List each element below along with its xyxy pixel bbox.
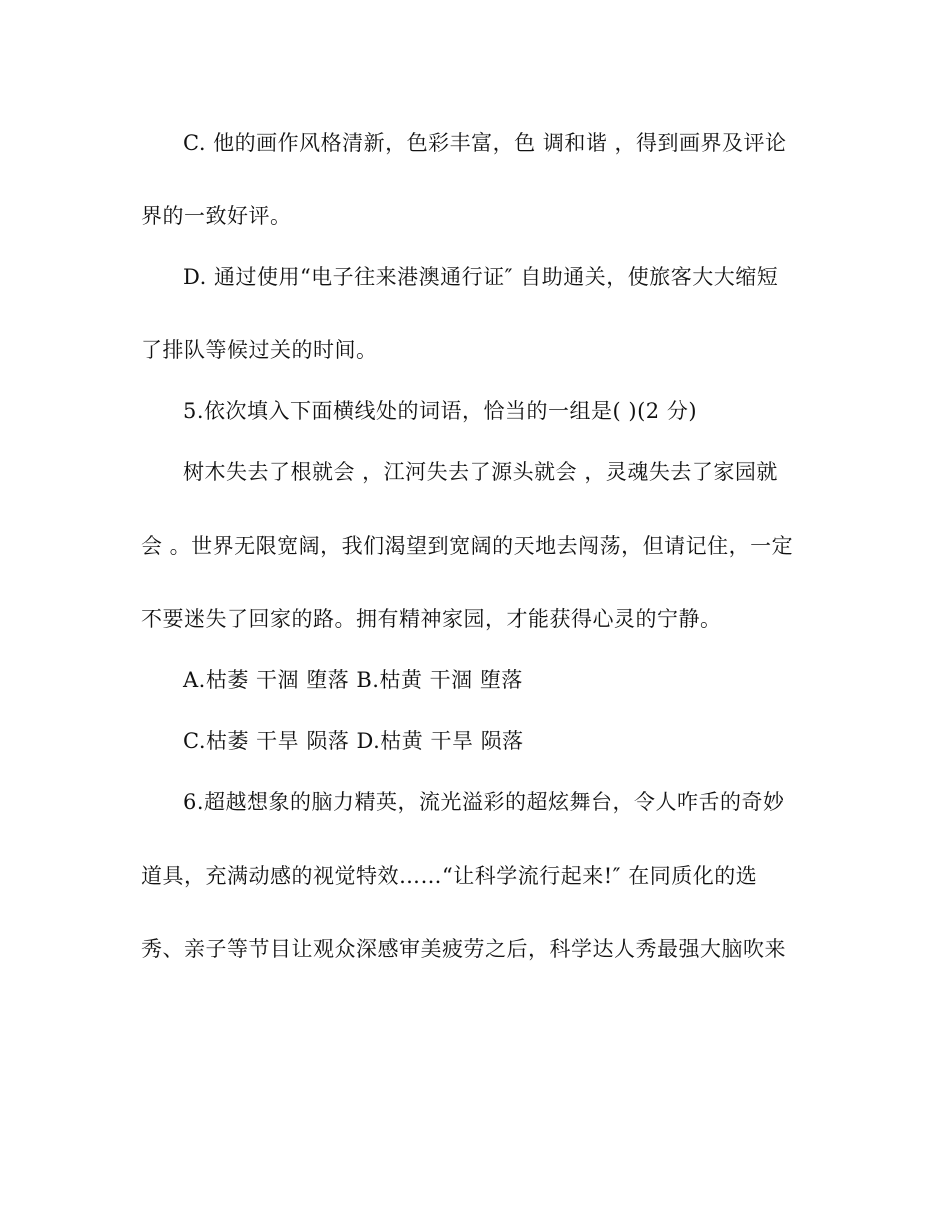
passage-line-2: 会 。世界无限宽阔，我们渴望到宽阔的天地去闯荡，但请记住，一定: [141, 534, 794, 558]
question-5-options-cd: C.枯萎 干旱 陨落 D.枯黄 干旱 陨落: [183, 729, 524, 753]
option-d-line-2: 了排队等候过关的时间。: [141, 338, 378, 362]
option-d-line-1: D. 通过使用“电子往来港澳通行证″ 自助通关，使旅客大大缩短: [183, 265, 779, 289]
option-c-line-2: 界的一致好评。: [141, 204, 292, 228]
question-5-stem: 5.依次填入下面横线处的词语，恰当的一组是( )(2 分): [183, 399, 698, 423]
passage-line-3: 不要迷失了回家的路。拥有精神家园，才能获得心灵的宁静。: [141, 607, 722, 631]
option-c-line-1: C. 他的画作风格清新，色彩丰富，色 调和谐 ，得到画界及评论: [183, 131, 787, 155]
passage-line-1: 树木失去了根就会 ，江河失去了源头就会 ，灵魂失去了家园就: [183, 460, 778, 484]
question-5-options-ab: A.枯萎 干涸 堕落 B.枯黄 干涸 堕落: [183, 668, 523, 692]
question-6-line-1: 6.超越想象的脑力精英，流光溢彩的超炫舞台，令人咋舌的奇妙: [183, 790, 785, 814]
question-6-line-2: 道具，充满动感的视觉特效……“让科学流行起来!″ 在同质化的选: [141, 864, 758, 888]
question-6-line-3: 秀、亲子等节目让观众深感审美疲劳之后，科学达人秀最强大脑吹来: [141, 937, 786, 961]
